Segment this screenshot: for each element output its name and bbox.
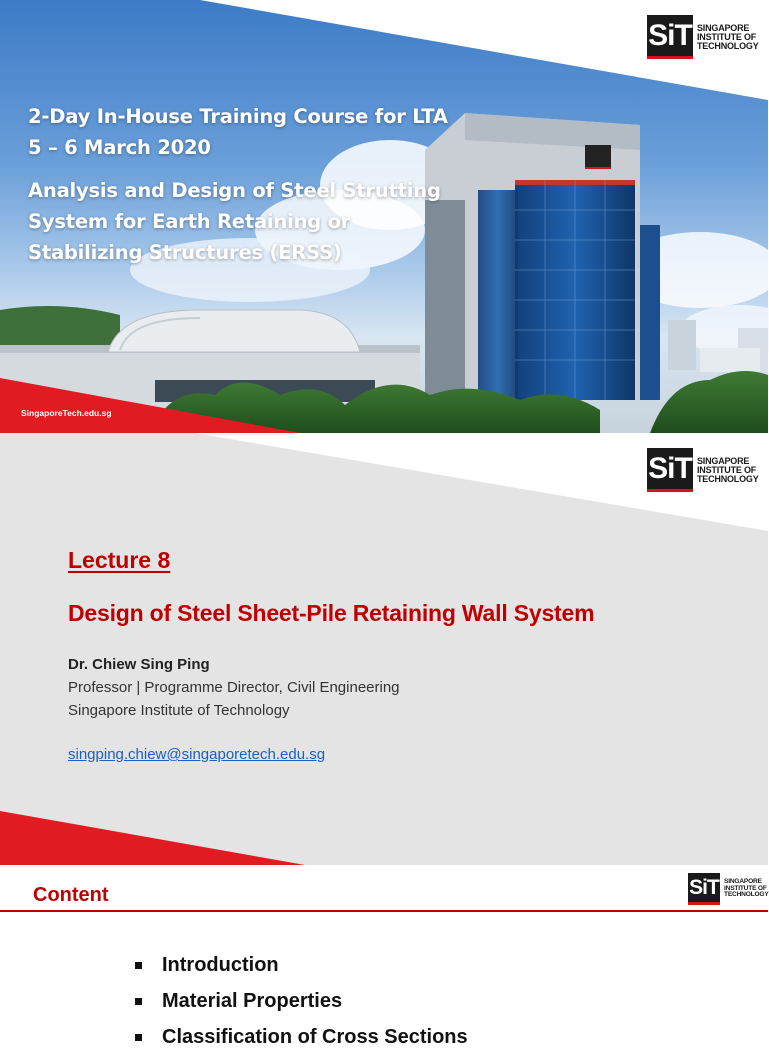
content-slide — [0, 865, 769, 1048]
logo-line: INSTITUTE OF — [697, 464, 757, 475]
course-name: 2-Day In-House Training Course for LTA — [28, 105, 448, 128]
list-item-label: Material Properties — [162, 989, 343, 1012]
logo-line: INSTITUTE OF — [724, 884, 767, 892]
sit-logo-wordmark — [724, 879, 769, 899]
sit-logo — [688, 873, 769, 905]
logo-line: TECHNOLOGY — [724, 891, 769, 899]
lecture-title: Design of Steel Sheet-Pile Retaining Wall System — [68, 600, 595, 626]
title-slide — [0, 0, 768, 433]
bullet-icon — [135, 998, 142, 1005]
lecture-number: Lecture 8 — [68, 547, 171, 573]
course-title-block — [28, 101, 448, 268]
content-heading: Content — [33, 884, 109, 906]
subject-line: Stabilizing Structures (ERSS) — [28, 241, 342, 264]
bullet-icon — [135, 1034, 142, 1041]
logo-line: SINGAPORE — [697, 22, 750, 33]
subject-line: Analysis and Design of Steel Strutting — [28, 179, 441, 202]
list-item — [135, 947, 468, 983]
logo-line: SINGAPORE — [697, 455, 750, 466]
heading-divider — [0, 910, 768, 912]
course-date: 5 – 6 March 2020 — [28, 136, 211, 159]
logo-line: TECHNOLOGY — [697, 473, 759, 484]
author-email-link[interactable]: singping.chiew@singaporetech.edu.sg — [68, 746, 326, 763]
website-url: SingaporeTech.edu.sg — [21, 408, 112, 418]
lecture-title-slide — [0, 433, 768, 865]
sit-logo-wordmark — [697, 24, 759, 51]
logo-line: SINGAPORE — [724, 878, 762, 886]
slide-decoration — [0, 433, 768, 865]
logo-line: TECHNOLOGY — [697, 40, 759, 51]
list-item — [135, 983, 468, 1019]
content-list — [135, 947, 468, 1055]
sit-logo-mark: SiT — [688, 873, 720, 905]
sit-logo — [647, 448, 759, 492]
list-item — [135, 1019, 468, 1055]
author-role: Professor | Programme Director, Civil Engineering — [68, 679, 400, 696]
list-item-label: Introduction — [162, 953, 279, 976]
sit-logo-mark: SiT — [647, 15, 693, 59]
subject-line: System for Earth Retaining or — [28, 210, 351, 233]
sit-logo-wordmark — [697, 457, 759, 484]
list-item-label: Classification of Cross Sections — [162, 1025, 468, 1048]
bullet-icon — [135, 962, 142, 969]
author-institution: Singapore Institute of Technology — [68, 702, 290, 719]
sit-logo — [647, 15, 759, 59]
logo-line: INSTITUTE OF — [697, 31, 757, 42]
author-name: Dr. Chiew Sing Ping — [68, 656, 210, 673]
course-subject — [28, 175, 448, 268]
sit-logo-mark: SiT — [647, 448, 693, 492]
